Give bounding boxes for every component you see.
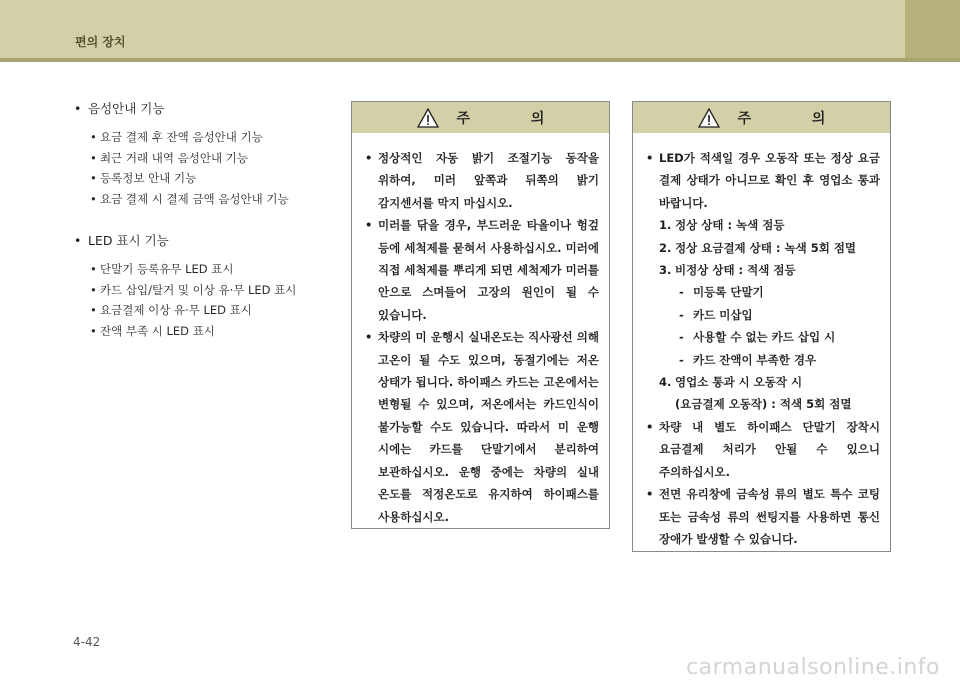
dash-item: - 사용할 수 없는 카드 삽입 시 <box>679 330 836 345</box>
caution-item: • 정상적인 자동 밝기 조절기능 동작을 위하여, 미러 앞쪽과 뒤쪽의 밝기 감지센서를 막지 마십시오. <box>365 151 599 210</box>
bullet-dot: • <box>74 101 82 116</box>
list-item: • 등록정보 안내 기능 <box>90 171 197 185</box>
warning-triangle-icon <box>417 108 439 128</box>
numbered-item: 3. 비정상 상태 : 적색 점등 <box>659 263 796 278</box>
warning-triangle-icon <box>698 108 720 128</box>
watermark: carmanualsonline.info <box>686 655 940 680</box>
page-number: 4-42 <box>73 635 101 649</box>
heading-text: LED 표시 기능 <box>88 233 169 248</box>
feature-list <box>72 100 342 364</box>
caution-title: 주 의 <box>737 110 854 127</box>
list-item: • 최근 거래 내역 음성안내 기능 <box>90 150 248 165</box>
bullet-dot: • <box>74 233 82 248</box>
caution-item: • 차량의 미 운행시 실내온도는 직사광선 의해 고온이 될 수도 있으며, 동절기에는 저온 상태가 됩니다. 하이패스 카드는 고온에서는 변형될 수 있으며, 저온에서는 카드인식이 불가능할 수도 있습니다. 따라서 미 운행 시에는 카드를 단말기에서 분리하여 보관하십시오. 운행 중에는 차량의 실내 온도를 적정온도로 유지하여 하이패스를 사용하십시오. <box>365 330 599 524</box>
numbered-item: 2. 정상 요금결제 상태 : 녹색 5회 점멸 <box>659 240 857 255</box>
caution-item: • 미러를 닦을 경우, 부드러운 타올이나 헝겊 등에 세척제를 묻혀서 사용하십시오. 미러에 직접 세척제를 뿌리게 되면 세척제가 미러틀 안으로 스며들어 고장의 원인이 될 수 있습니다. <box>365 218 599 322</box>
heading-text: 음성안내 기능 <box>88 101 165 116</box>
led-display-section <box>72 232 342 341</box>
sub-list <box>72 259 342 341</box>
caution-item: • 전면 유리창에 금속성 류의 별도 특수 코팅 또는 금속성 류의 썬팅지를 사용하면 통신 장애가 발생할 수 있습니다. <box>646 487 880 546</box>
numbered-item: 1. 정상 상태 : 녹색 점등 <box>659 218 785 233</box>
numbered-item: 4. 영업소 통과 시 오동작 시 <box>659 375 803 390</box>
caution-item: • 차량 내 별도 하이패스 단말기 장착시 요금결제 처리가 안될 수 있으니 주의하십시오. <box>646 419 880 479</box>
list-item: • 단말기 등록유무 LED 표시 <box>90 262 234 276</box>
caution-box-led <box>632 101 891 552</box>
section-title: 편의 장치 <box>75 35 126 49</box>
caution-title: 주 의 <box>456 110 573 127</box>
voice-guide-section <box>72 100 342 209</box>
sub-list <box>72 127 342 209</box>
dash-item: - 카드 미삽입 <box>679 307 753 322</box>
dash-item: - 미등록 단말기 <box>679 285 764 300</box>
caution-item: • LED가 적색일 경우 오동작 또는 정상 요금 결제 상태가 아니므로 확인 후 영업소 통과 바랍니다. <box>646 151 880 210</box>
header-tab <box>905 0 960 58</box>
dash-item: - 카드 잔액이 부족한 경우 <box>679 352 817 367</box>
header-line <box>0 58 960 62</box>
list-item: • 요금 결제 시 결제 금액 음성안내 기능 <box>90 191 289 206</box>
numbered-item-sub: (요금결제 오동작) : 적색 5회 점멸 <box>675 397 852 412</box>
list-item: • 요금결제 이상 유·무 LED 표시 <box>90 303 252 317</box>
header-bar <box>0 0 960 58</box>
caution-body <box>633 133 890 560</box>
caution-header <box>633 102 890 133</box>
list-item: • 요금 결제 후 잔액 음성안내 기능 <box>90 130 263 144</box>
section-heading <box>72 100 342 118</box>
caution-box-mirror <box>351 101 610 529</box>
section-heading <box>72 232 342 250</box>
caution-body <box>352 133 609 538</box>
list-item: • 카드 삽입/탈거 및 이상 유·무 LED 표시 <box>90 282 297 297</box>
caution-header <box>352 102 609 133</box>
list-item: • 잔액 부족 시 LED 표시 <box>90 323 215 338</box>
